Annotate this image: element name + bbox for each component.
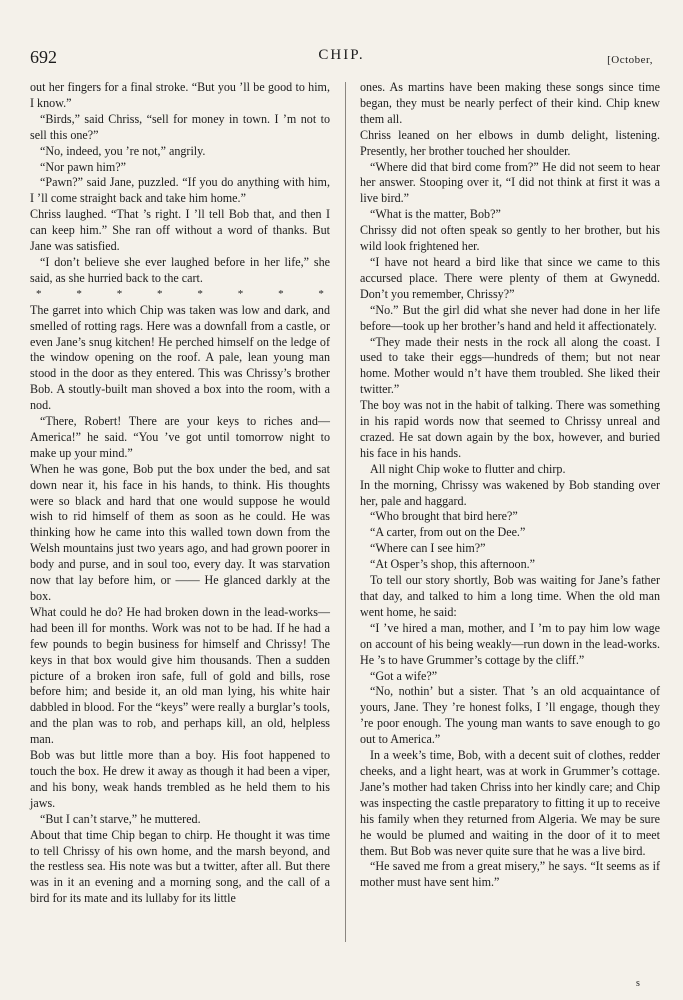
paragraph: The boy was not in the habit of talking. There was something in his rapid words now that seemed to Chrissy unreal and crazed. He sat down again by the box, however, and buried his face in his hands. <box>360 398 660 460</box>
paragraph: out her fingers for a final stroke. “But you ’ll be good to him, I know.” <box>30 80 330 110</box>
issue-month: [October, <box>607 54 653 66</box>
paragraph: To tell our story shortly, Bob was waiting for Jane’s father that day, and talked to him a long time. When the old man went home, he said: <box>360 573 660 619</box>
paragraph: “Got a wife?” <box>370 668 438 683</box>
divider-star: * <box>197 287 203 300</box>
paragraph: Chriss laughed. “That ’s right. I ’ll tell Bob that, and then I can keep him.” She ran off without a word of thanks. But Jane was satisfied. <box>30 207 330 254</box>
divider-star: * <box>116 287 123 300</box>
paragraph: In a week’s time, Bob, with a decent suit of clothes, redder cheeks, and a light heart, was at work in Grummer’s cottage. Jane’s mother had taken Chriss into her kindly care; and Chip was inspecting the castle preparatory to fitting it up to receive his family when they returned from Algeria. We may be sure he would be plumed and waiting in the door of it to meet them. But Bob was never quite sure that he was a live bird. <box>360 748 660 858</box>
paragraph: All night Chip woke to flutter and chirp. <box>370 461 566 476</box>
paragraph: “Birds,” said Chriss, “sell for money in town. I ’m not to sell this one?” <box>30 111 330 142</box>
paragraph: “I ’ve hired a man, mother, and I ’m to pay him low wage on account of his being weakly—run down in the lead-works. He ’s to have Grummer’s cottage by the cliff.” <box>360 620 660 667</box>
paragraph: Bob was but little more than a boy. His foot happened to touch the box. He drew it away as though it had been a viper, and his bony, weak hands trembled as he held them to his jaws. <box>30 748 330 810</box>
running-title: CHIP. <box>318 47 365 63</box>
paragraph: “No.” But the girl did what she never had done in her life before—took up her brother’s hand and held it affectionately. <box>360 302 660 333</box>
text-columns <box>30 80 660 960</box>
paragraph: “They made their nests in the rock all along the coast. I used to take their eggs—hundreds of them; but not near home. Mother would n’t have them troubled. She liked their twitter.” <box>360 334 660 397</box>
divider-star: * <box>237 287 244 300</box>
divider-star: * <box>318 287 324 300</box>
paragraph: “But I can’t starve,” he muttered. <box>40 811 201 826</box>
paragraph: “Where did that bird come from?” He did not seem to hear her answer. Stooping over it, “I did not think at first it was a live bird.” <box>360 159 660 206</box>
paragraph: “He saved me from a great misery,” he says. “It seems as if mother must have sent him.” <box>360 859 660 890</box>
page-number: 692 <box>30 47 57 67</box>
paragraph: “No, indeed, you ’re not,” angrily. <box>40 143 206 158</box>
corner-mark: s <box>636 978 640 989</box>
page-header <box>30 47 653 73</box>
paragraph: “What is the matter, Bob?” <box>370 207 501 222</box>
left-column <box>30 80 330 960</box>
paragraph: “Pawn?” said Jane, puzzled. “If you do anything with him, I ’ll come straight back and take him home.” <box>30 175 330 206</box>
paragraph: “Where can I see him?” <box>370 541 486 556</box>
paragraph: About that time Chip began to chirp. He thought it was time to tell Chrissy of his own home, and the marsh beyond, and the restless sea. His note was but a twitter, after all. But there was in it an evening and a morning song, and the call of a bird for its mate and its lullaby for its little <box>30 827 330 906</box>
paragraph: Chrissy did not often speak so gently to her brother, but his wild look frightened her. <box>360 223 660 254</box>
divider-star: * <box>36 287 42 300</box>
paragraph: “I have not heard a bird like that since we came to this accursed place. There were plenty of them at Gwynedd. Don’t you remember, Chrissy?” <box>360 254 660 301</box>
paragraph: “At Osper’s shop, this afternoon.” <box>370 557 536 572</box>
paragraph: What could he do? He had broken down in the lead-works—had been ill for months. Work was not to be had. If he had a few pounds to begin business for himself and Chrissy! The keys in that box would give him thousands. Then a sudden picture of a broken iron safe, full of gold and bills, rose before him; and beside it, an old man lying, his white hair dabbled in blood. For the “keys” were really a burglar’s tools, and the plan was to rob, and perhaps kill, an old, helpless man. <box>30 604 330 747</box>
paragraph: ones. As martins have been making these songs since time began, they must be nearly perfect of their kind. Chip knew them all. <box>360 80 660 126</box>
section-divider <box>30 287 330 303</box>
paragraph: In the morning, Chrissy was wakened by Bob standing over her, pale and haggard. <box>360 477 660 508</box>
divider-star: * <box>157 287 163 300</box>
paragraph: “Nor pawn him?” <box>40 159 126 174</box>
divider-star: * <box>278 287 284 300</box>
paragraph: “I don’t believe she ever laughed before in her life,” she said, as she hurried back to the cart. <box>30 254 330 285</box>
paragraph: When he was gone, Bob put the box under the bed, and sat down near it, his face in his hands, to think. His thoughts were so black and hard that one would suppose he would wish to rid himself of them as soon as he could. He was thinking how he came into this walled town down from the Welsh mountains just two years ago, and had grown poorer in body and purse, and in soul too, every day. It was starvation now that lay before him, or —— He glanced darkly at the box. <box>30 461 330 603</box>
right-column <box>360 80 660 960</box>
paragraph: “A carter, from out on the Dee.” <box>370 525 526 540</box>
divider-star: * <box>76 287 82 300</box>
paragraph: Chriss leaned on her elbows in dumb delight, listening. Presently, her brother touched her shoulder. <box>360 127 660 158</box>
paragraph: “Who brought that bird here?” <box>370 509 518 524</box>
paragraph: The garret into which Chip was taken was low and dark, and smelled of rotting rags. Here was a downfall from a castle, or even Jane’s snug kitchen! He perched himself on the ledge of the window opening on the roof. A pale, lean young man stood in the door as they entered. This was Chrissy’s brother Bob. A stoutly-built man shoved a box into the room, with a nod. <box>30 302 330 413</box>
paragraph: “There, Robert! There are your keys to riches and—America!” he said. “You ’ve got until tomorrow night to make up your mind.” <box>30 414 330 460</box>
paragraph: “No, nothin’ but a sister. That ’s an old acquaintance of yours, Jane. They ’re honest folks, I ’ll engage, though they ’re poor enough. The young man wants to save enough to go out to America.” <box>360 684 660 747</box>
